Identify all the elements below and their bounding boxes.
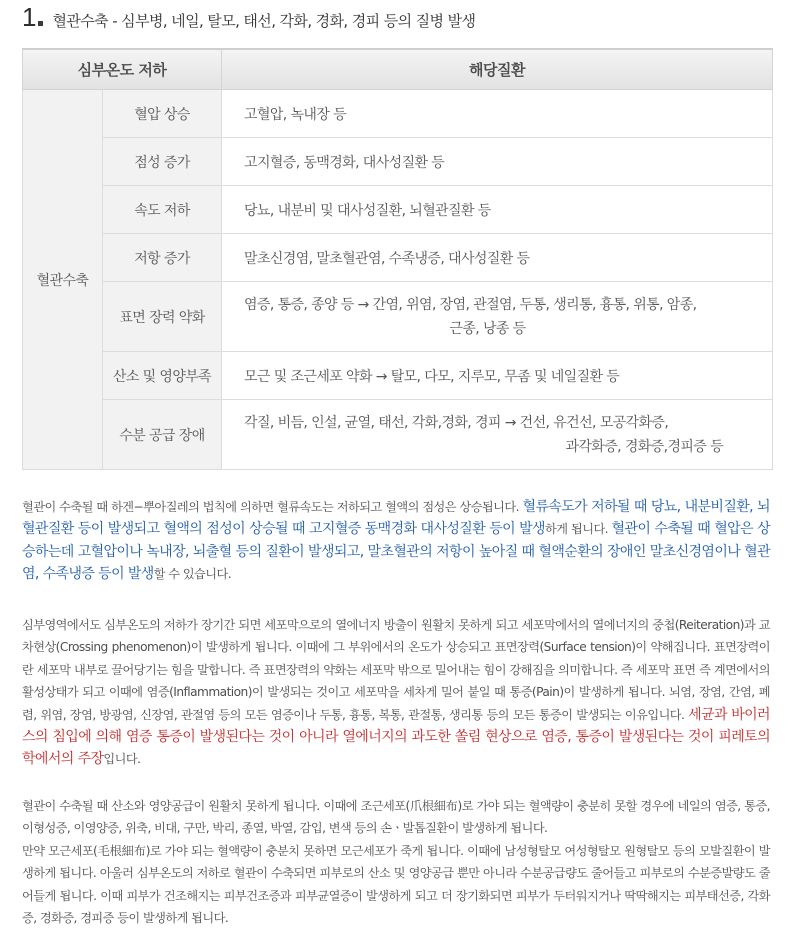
condition-cell: 속도 저하 xyxy=(103,186,222,234)
table-row xyxy=(23,282,773,352)
disease-table xyxy=(22,48,773,470)
paragraph-surface-tension xyxy=(22,614,770,771)
section-title: 혈관수축 - 심부병, 네일, 탈모, 태선, 각화, 경화, 경피 등의 질병 발생 xyxy=(52,12,476,30)
disease-cell: 당뇨, 내분비 및 대사성질환, 뇌혈관질환 등 xyxy=(222,186,773,234)
table-row xyxy=(23,400,773,470)
highlight-blue: 혈류속도가 저하될 때 당뇨, 내분비질환, 뇌혈관질환 등이 발생되고 혈액의 점성이 상승될 때 고지혈증 동맥경화 대사성질환 등이 발생 xyxy=(22,499,770,538)
section-number: 1 xyxy=(22,2,36,32)
paragraph-blood-flow xyxy=(22,496,770,586)
highlight-red: 세균과 바이러스의 침입에 의해 염증 통증이 발생된다는 것이 아니라 열에너지의 과도한 쏠림 현상으로 염증, 통증이 발생된다는 것이 피레토의학에서의 주장 xyxy=(22,706,770,768)
disease-line-1: 각질, 비듬, 인설, 균열, 태선, 각화,경화, 경피 → 건선, 유건선, 모공각화증, xyxy=(244,414,669,431)
table-row xyxy=(23,186,773,234)
paragraph-nutrition xyxy=(22,795,770,929)
disease-cell xyxy=(222,282,773,352)
table-row xyxy=(23,90,773,138)
condition-cell: 점성 증가 xyxy=(103,138,222,186)
text-run: 하게 됩니다. xyxy=(545,522,612,537)
disease-cell xyxy=(222,400,773,470)
disease-line-2: 근종, 낭종 등 xyxy=(449,320,526,337)
disease-cell: 고혈압, 녹내장 등 xyxy=(222,90,773,138)
paragraph-line-group: 만약 모근세포(毛根細布)로 가야 되는 혈액량이 충분치 못하면 모근세포가 죽게 됩니다. 이때에 남성형탈모 여성형탈모 원형탈모 등의 모발질환이 발생하게 됩니다. 아울러 심부온도의 저하로 혈관이 수축되면 피부로의 산소 및 영양공급 뿐만 아니라 수분공급량도 줄어들고 피부로의 수분증발량도 줄어들게 됩니다. 이때 피부가 건조해지는 피부건조증과 피부균열증이 발생하게 되고 더 장기화되면 피부가 두터워지거나 딱딱해지는 피부태선증, 각화증, 경화증, 경피증 등이 발생하게 됩니다. xyxy=(22,843,770,926)
table-header-row xyxy=(23,49,773,90)
paragraph-line-group: 혈관이 수축될 때 산소와 영양공급이 원활치 못하게 됩니다. 이때에 조근세포(爪根細布)로 가야 되는 혈액량이 충분히 못할 경우에 네일의 염증, 통증, 이형성증, 이영양증, 위축, 비대, 구만, 박리, 종열, 박열, 감입, 변색 등의 손ㆍ발톱질환이 발생하게 됩니다. xyxy=(22,799,770,836)
condition-cell: 산소 및 영양부족 xyxy=(103,352,222,400)
disease-cell: 말초신경염, 말초혈관염, 수족냉증, 대사성질환 등 xyxy=(222,234,773,282)
condition-cell: 표면 장력 약화 xyxy=(103,282,222,352)
group-label: 혈관수축 xyxy=(23,90,103,470)
disease-cell: 고지혈증, 동맥경화, 대사성질환 등 xyxy=(222,138,773,186)
table-row xyxy=(23,352,773,400)
table-row xyxy=(23,234,773,282)
disease-line-2: 과각화증, 경화증,경피증 등 xyxy=(565,438,724,455)
section-heading xyxy=(22,2,475,33)
highlight-blue: 혈관이 수축될 때 혈압은 상승하는데 고혈압이나 녹내장, 뇌출혈 등의 질환이 발생되고, 말초혈관의 저항이 높아질 때 혈액순환의 장애인 말초신경염이나 혈관염, 수족냉증 등이 발생 xyxy=(22,521,771,583)
text-run: 혈관이 수축될 때 하겐−뿌아질레의 법칙에 의하면 혈류속도는 저하되고 혈액의 점성은 상승됩니다. xyxy=(22,500,523,514)
text-run: 심부영역에서도 심부온도의 저하가 장기간 되면 세포막으로의 열에너지 방출이 원활치 못하게 되고 세포막에서의 열에너지의 중첩(Reiteration)과 교차현상(Crossing phenomenon)이 발생하게 됩니다. 이때에 그 부위에서의 온도가 상승되고 표면장력(Surface tension)이 약해집니다. 표면장력이란 세포막 내부로 끌어당기는 힘을 말합니다. 즉 표면장력의 약화는 세포막 밖으로 밀어내는 힘이 강해짐을 의미합니다. 즉 세포막 표면 즉 계면에서의 활성상태가 되고 이때에 염증(Inflammation)이 발생되는 것이고 세포막을 세차게 밀어 붙일 때 통증(Pain)이 발생하게 됩니다. 뇌염, 장염, 간염, 폐렴, 위염, 장염, 방광염, 신장염, 관절염 등의 모든 염증이나 두통, 흉통, 복통, 관절통, 생리통 등의 모든 통증이 발생되는 이유입니다. xyxy=(22,618,770,722)
section-number-dot xyxy=(38,21,43,26)
text-run: 입니다. xyxy=(103,752,141,767)
header-related-disease: 해당질환 xyxy=(222,49,773,90)
text-run: 할 수 있습니다. xyxy=(153,567,232,582)
condition-cell: 저항 증가 xyxy=(103,234,222,282)
condition-cell: 수분 공급 장애 xyxy=(103,400,222,470)
condition-cell: 혈압 상승 xyxy=(103,90,222,138)
disease-cell: 모근 및 조근세포 약화 → 탈모, 다모, 지루모, 무좀 및 네일질환 등 xyxy=(222,352,773,400)
disease-line-1: 염증, 통증, 종양 등 → 간염, 위염, 장염, 관절염, 두통, 생리통, 흉통, 위통, 암종, xyxy=(244,296,697,313)
table-row xyxy=(23,138,773,186)
header-temperature-drop: 심부온도 저하 xyxy=(23,49,222,90)
